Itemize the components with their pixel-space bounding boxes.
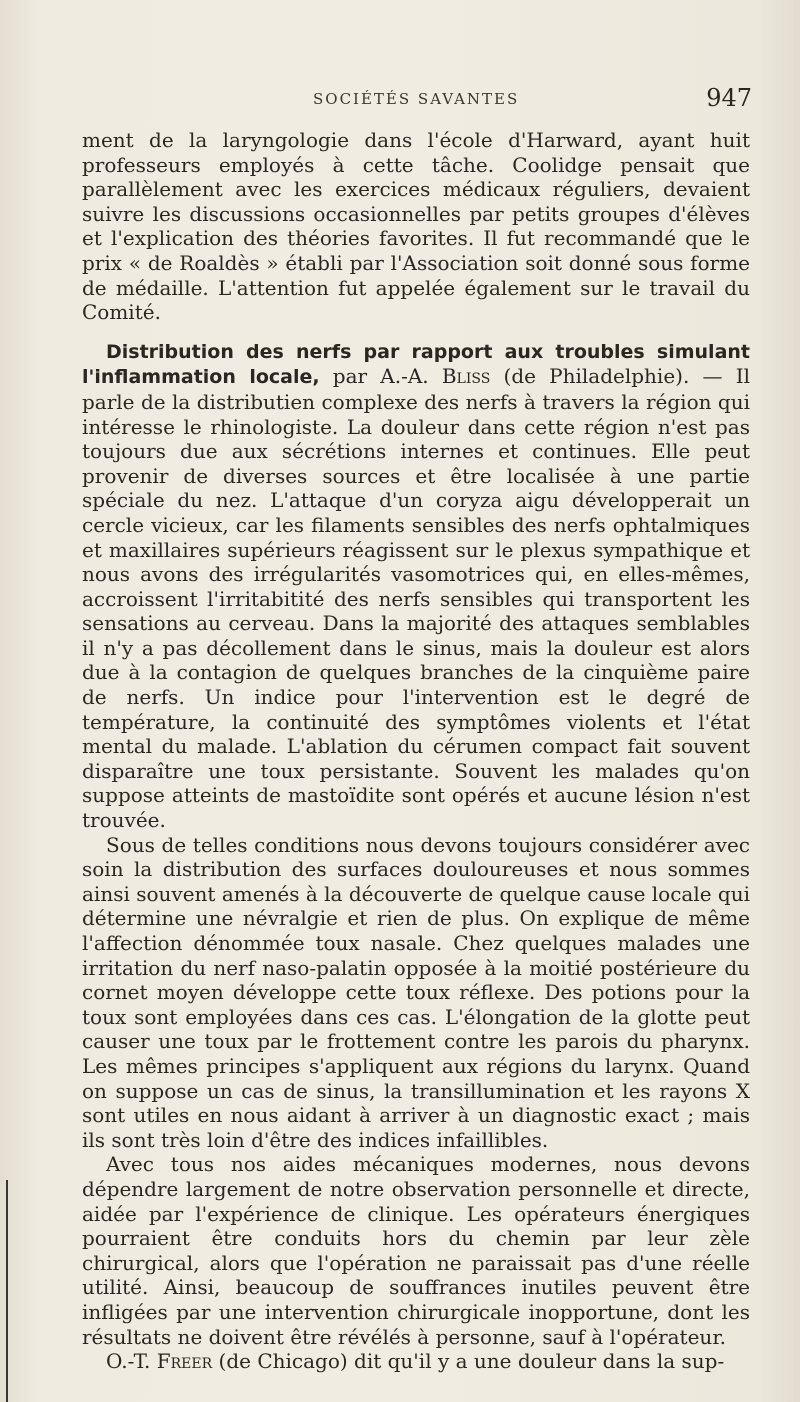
paragraph-text: ment de la laryngologie dans l'école d'Harward, ayant huit professeurs employés à cette tâche. Coolidge pensait que parallèlement avec les exercices médicaux réguliers, devaient suivre les discussions occasionnelles par petits groupes d'élèves et l'explication des théories favorites. Il fut recommandé que le prix « de Roaldès » établi par l'Association soit donné sous forme de médaille. L'attention fut appelée également sur le travail du Comité. — [82, 128, 750, 325]
body-text — [82, 128, 750, 1374]
paragraph-text: (de Chicago) dit qu'il y a une douleur dans la sup- — [212, 1349, 725, 1374]
author-name: Freer — [156, 1349, 213, 1374]
paragraph-text: Avec tous nos aides mécaniques modernes, nous devons dépendre largement de notre observation personnelle et directe, aidée par l'expérience de clinique. Les opérateurs énergiques pourraient être conduits hors du chemin par leur zèle chirurgical, alors que l'opération ne paraissait pas d'une réelle utilité. Ainsi, beaucoup de souffrances inutiles peuvent être infligées par une intervention chirurgicale inopportune, dont les résultats ne doivent être révélés à personne, sauf à l'opérateur. — [82, 1152, 750, 1349]
paragraph-conditions — [82, 833, 750, 1153]
page-number: 947 — [706, 84, 752, 112]
paragraph-text: Sous de telles conditions nous devons toujours considérer avec soin la distribution des surfaces douloureuses et nous sommes ainsi souvent amenés à la découverte de quelque cause locale qui détermine une névralgie et rien de plus. On explique de même l'affection dénommée toux nasale. Chez quelques malades une irritation du nerf naso-palatin opposée à la moitié postérieure du cornet moyen développe cette toux réflexe. Des potions pour la toux sont employées dans ces cas. L'élongation de la glotte peut causer une toux par le frottement contre les parois du pharynx. Les mêmes principes s'appliquent aux régions du larynx. Quand on suppose un cas de sinus, la transillumination et les rayons X sont utiles en nous aidant à arriver à un diagnostic exact ; mais ils sont très loin d'être des indices infaillibles. — [82, 832, 751, 1152]
byline-prefix: par A.-A. — [319, 364, 442, 389]
paragraph-text: (de Philadelphie). — Il parle de la distributien complexe des nerfs à travers la région qui intéresse le rhinologiste. La douleur dans cette région n'est pas toujours due aux sécrétions internes et continues. Elle peut provenir de diverses sources et être localisée à une partie spéciale du nez. L'attaque d'un coryza aigu développerait un cercle vicieux, car les filaments sensibles des nerfs ophtalmiques et maxillaires supérieurs réagissent sur le plexus sympathique et nous avons des irrégularités vasomotrices qui, en elles-mêmes, accroissent l'irritabitité des nerfs sensibles qui transportent les sensations au cerveau. Dans la majorité des attaques semblables il n'y a pas décollement dans le sinus, mais la douleur est alors due à la contagion de quelques branches de la cinquième paire de nerfs. Un indice pour l'intervention est le degré de température, la continuité des symptômes violents et l'état mental du malade. L'ablation du cérumen compact fait souvent disparaître une toux persistante. Souvent les malades qu'on suppose atteints de mastoïdite sont opérés et aucune lésion n'est trouvée. — [82, 364, 751, 833]
binding-edge — [6, 1180, 8, 1402]
paragraph-freer — [82, 1349, 750, 1374]
author-prefix: O.-T. — [106, 1349, 157, 1374]
paragraph-bliss — [82, 339, 750, 833]
article-title: Distribution des nerfs par rapport aux troubles simulant l'inflammation locale, — [82, 340, 750, 389]
running-head: SOCIÉTÉS SAVANTES — [313, 90, 520, 108]
paragraph-continued — [82, 128, 750, 325]
page-header — [80, 84, 752, 120]
paragraph-mechanical — [82, 1152, 750, 1349]
author-name: Bliss — [441, 364, 491, 389]
